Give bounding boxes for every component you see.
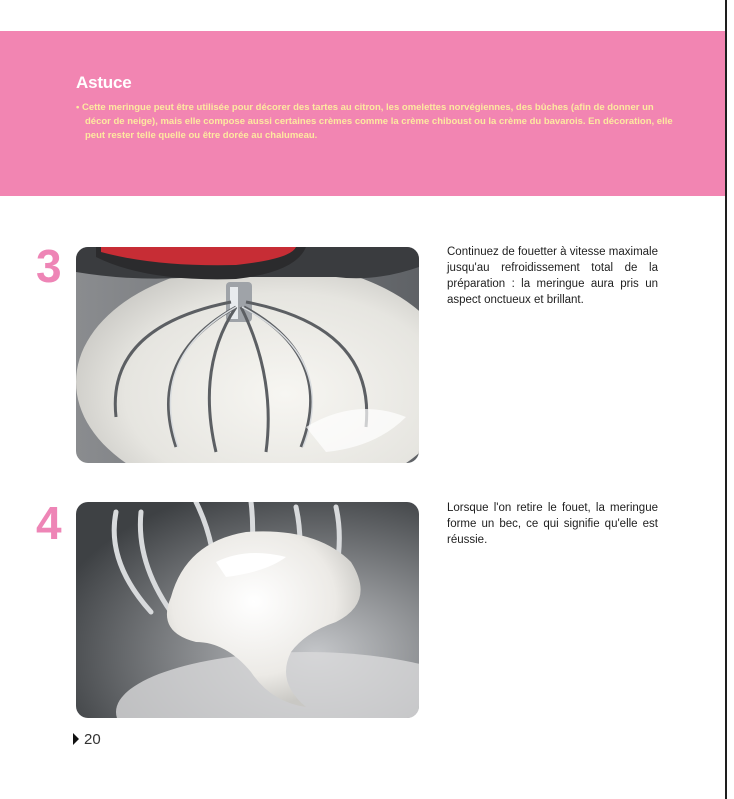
step-3-number: 3 [36, 240, 62, 292]
step-4-text: Lorsque l'on retire le fouet, la meringue forme un bec, ce qui signifie qu'elle est réussie. [447, 502, 658, 546]
whisk-in-bowl-image [76, 247, 419, 463]
step-3-photo [76, 247, 419, 463]
step-4-number: 4 [36, 497, 62, 549]
tip-title: Astuce [76, 73, 132, 92]
page-marker-icon [73, 733, 79, 745]
step-4-photo [76, 502, 419, 718]
step-3-text: Continuez de fouetter à vitesse maximale jusqu'au refroidissement total de la préparation : la meringue aura pris un aspect onctueux et brillant. [447, 246, 658, 306]
whisk-meringue-peak-image [76, 502, 419, 718]
page-number-label: 20 [84, 731, 101, 748]
page-number [73, 731, 101, 748]
page-edge-line [725, 0, 727, 799]
tip-text: • Cette meringue peut être utilisée pour décorer des tartes au citron, les omelettes norvégiennes, des bûches (afin de donner un décor de neige), mais elle compose aussi certaines crèmes comme la crème chiboust ou la crème du bavarois. En décoration, elle peut rester telle quelle ou être dorée au chalumeau. [76, 102, 673, 141]
